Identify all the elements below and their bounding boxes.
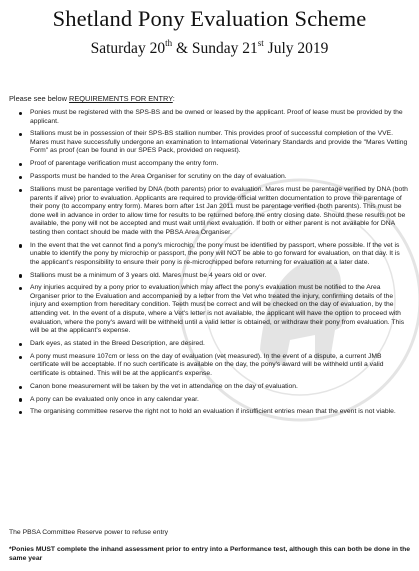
requirements-list	[0, 109, 410, 421]
requirement-item: Proof of parentage verification must accompany the entry form.	[0, 160, 410, 169]
requirement-item: Any injuries acquired by a pony prior to evaluation which may affect the pony's evaluation must be notified to the Area Organiser prior to the Evaluation and accompanied by a letter from the Vet who treated the injury, confirming details of the injury and exemption from hereditary condition. Teeth must be correct and will be checked on the day of evaluation, by the attending vet. In the event of a dispute, where a Vet's letter is not available, the applicant will have the option to proceed with evaluation, where the pony's award will be withheld until a valid letter is obtained, or withdraw their pony from evaluation. This will be at the applicant's expense.	[0, 284, 410, 335]
requirement-item: Stallions must be in possession of their SPS-BS stallion number. This provides proof of successful completion of the VVE. Mares must have successfully undergone an examination to International Veterinary Standards and provide the "Mares Vetting Form" as proof (can be found in our SPES Pack, provided on request).	[0, 130, 410, 156]
requirement-item: A pony must measure 107cm or less on the day of evaluation (vet measured). In the event of a dispute, a current JMB certificate will be acceptable. If no such certificate is available on the day, the pony's award will be withheld until a valid certificate is obtained. This will be at the applicant's expense.	[0, 353, 410, 379]
intro-lead: Please see below	[9, 94, 69, 103]
requirement-item: A pony can be evaluated only once in any calendar year.	[0, 396, 410, 405]
event-dates	[0, 38, 419, 58]
requirement-item: Canon bone measurement will be taken by the vet in attendance on the day of evaluation.	[0, 383, 410, 392]
performance-test-note: *Ponies MUST complete the inhand assessment prior to entry into a Performance test, although this can both be done in the same year	[9, 546, 411, 562]
date-suffix1: th	[165, 38, 173, 48]
requirement-item: Stallions must be a minimum of 3 years old. Mares must be 4 years old or over.	[0, 272, 410, 281]
date-month-year: July 2019	[263, 40, 329, 57]
intro-heading: REQUIREMENTS FOR ENTRY	[68, 94, 173, 103]
date-suffix2: st	[257, 38, 264, 48]
intro-colon: :	[172, 94, 175, 103]
requirement-item: Dark eyes, as stated in the Breed Description, are desired.	[0, 340, 410, 349]
committee-reserve-note: The PBSA Committee Reserve power to refuse entry	[9, 529, 169, 536]
date-day1: Saturday 20	[90, 40, 166, 57]
date-day2: & Sunday 21	[172, 40, 258, 57]
requirement-item: In the event that the vet cannot find a pony's microchip, the pony must be identified by passport, where possible. If the vet is unable to identify the pony by microchip or passport, the pony will NOT be able to go forward for evaluation, on that day. It is the applicant's responsibility to ensure their pony is re-microchipped before returning for evaluation at a later date.	[0, 242, 410, 268]
requirement-item: The organising committee reserve the right not to hold an evaluation if insufficient entries mean that the event is not viable.	[0, 408, 410, 417]
intro-text	[9, 94, 175, 103]
requirement-item: Ponies must be registered with the SPS-BS and be owned or leased by the applicant. Proof of lease must be provided by the applicant.	[0, 109, 410, 126]
requirement-item: Passports must be handed to the Area Organiser for scrutiny on the day of evaluation.	[0, 173, 410, 182]
page-title: Shetland Pony Evaluation Scheme	[52, 6, 367, 31]
requirement-item: Stallions must be parentage verified by DNA (both parents) prior to evaluation. Mares must be parentage verified by DNA (both parents if alive) prior to evaluation. Applicants are required to provide official written documentation to prove the parentage of their pony (to accompany entry form). Mares born after 1st Jan 2011 must be parentage verified (both parents). This must be done well in advance in order to allow time for results to be returned before the entry closing date. Should these results not be available, the pony will not be accepted and must wait until next evaluation. If both or either parent is not available for DNA testing then contact should be made with the PBSA Area Organiser.	[0, 186, 410, 237]
